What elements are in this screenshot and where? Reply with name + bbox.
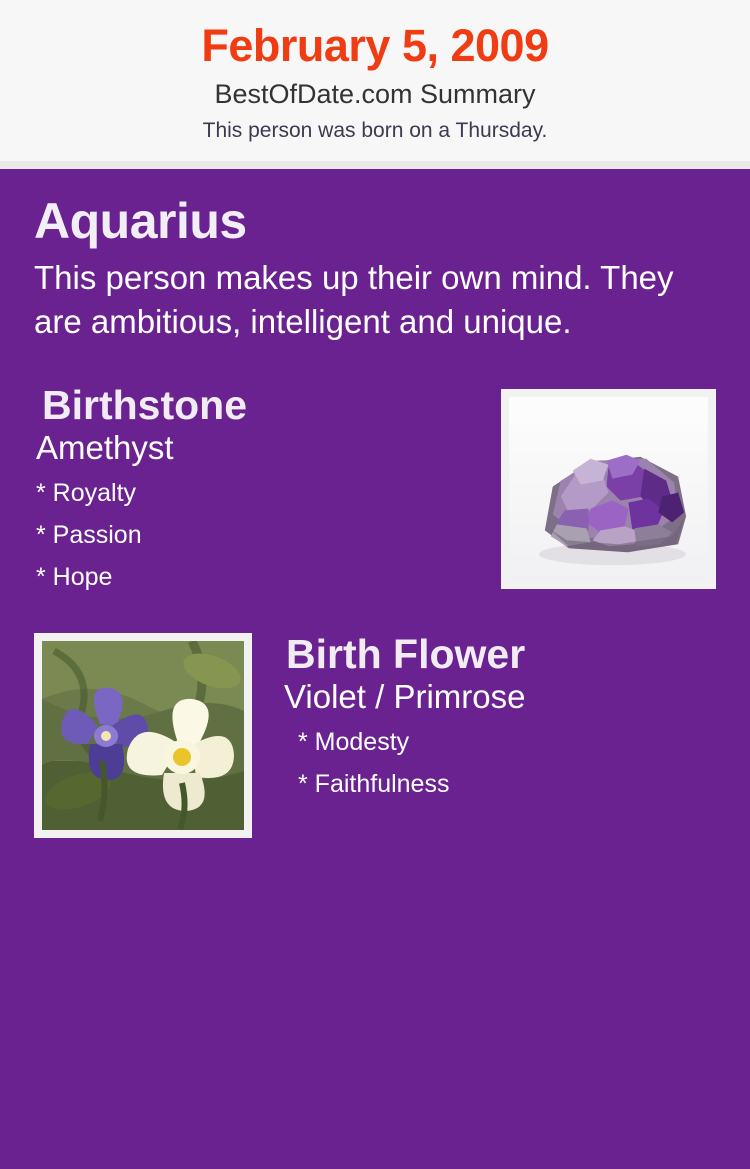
zodiac-description: This person makes up their own mind. They are ambitious, intelligent and unique.	[34, 258, 674, 340]
born-weekday-text: This person was born on a Thursday.	[202, 119, 548, 143]
birth-flower-text-block	[284, 630, 716, 800]
amethyst-illustration	[509, 397, 708, 580]
birthstone-trait: * Passion	[36, 521, 142, 550]
birth-flower-trait: * Faithfulness	[298, 770, 450, 799]
page-title: February 5, 2009	[201, 20, 549, 71]
birth-flower-trait: * Modesty	[298, 728, 410, 757]
birthstone-trait: * Hope	[36, 563, 113, 592]
birthstone-heading: Birthstone	[42, 381, 247, 428]
zodiac-sign-name: Aquarius	[34, 193, 247, 250]
birthstone-section	[34, 381, 716, 599]
zodiac-section	[34, 195, 716, 343]
birth-flower-section	[34, 630, 716, 858]
amethyst-crystal-photo	[501, 389, 716, 589]
site-summary-label: BestOfDate.com Summary	[214, 79, 536, 110]
birthstone-name: Amethyst	[36, 428, 174, 466]
purple-content-panel	[0, 169, 750, 1169]
birth-flower-name: Violet / Primrose	[284, 677, 526, 715]
birthstone-trait: * Royalty	[36, 479, 137, 508]
birthstone-text-block	[34, 381, 474, 593]
violet-primrose-illustration	[42, 641, 244, 830]
birth-flower-heading: Birth Flower	[286, 630, 526, 677]
header-divider	[0, 161, 750, 169]
violet-primrose-photo	[34, 633, 252, 838]
card-header	[0, 0, 750, 161]
